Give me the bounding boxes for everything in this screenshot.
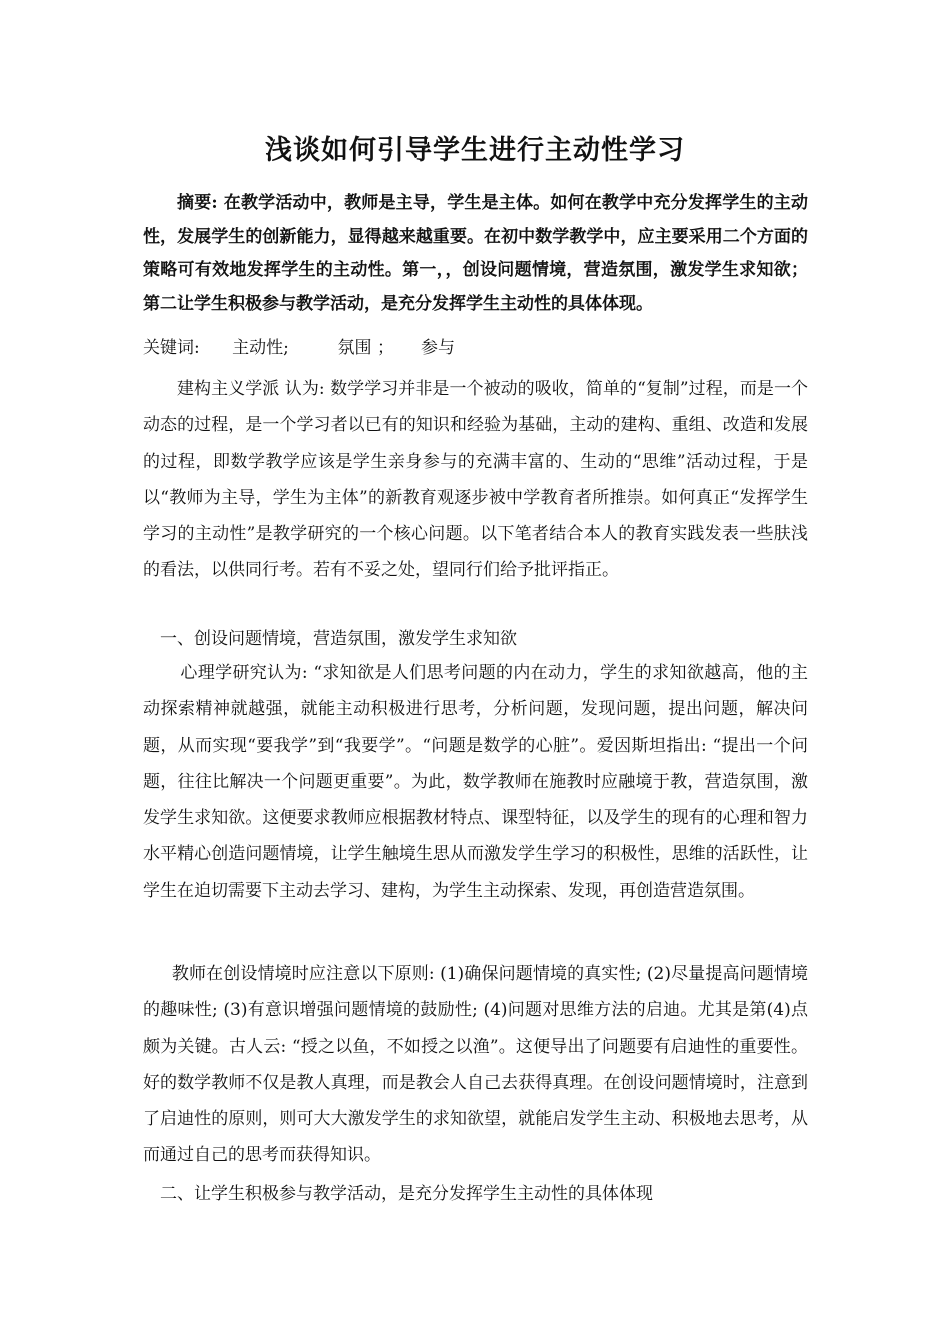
keywords-label: 关键词: (143, 338, 200, 358)
section-heading: 二、让学生积极参与教学活动，是充分发挥学生主动性的具体体现 (160, 1184, 653, 1204)
keyword-item: 主动性; (232, 338, 289, 358)
section-heading: 一、创设问题情境，营造氛围，激发学生求知欲 (160, 629, 517, 649)
body-paragraph: 建构主义学派 认为: 数学学习并非是一个被动的吸收，简单的“复制”过程，而是一个动态的过程，是一个学习者以已有的知识和经验为基础，主动的建构、重组、改造和发展的过程，即数学教学应该是学生亲身参与的充满丰富的、生动的“思维”活动过程，于是以“教师为主导，学生为主体”的新教育观逐步被中学教育者所推崇。如何真正“发挥学生学习的主动性”是教学研究的一个核心问题。以下笔者结合本人的教育实践发表一些肤浅的看法，以供同行考。若有不妥之处，望同行们给予批评指正。 (143, 379, 808, 581)
body-paragraph: 心理学研究认为: “求知欲是人们思考问题的内在动力，学生的求知欲越高，他的主动探索精神就越强，就能主动积极进行思考，分析问题，发现问题，提出问题，解决问题，从而实现“要我学”到“我要学”。“问题是数学的心脏”。爱因斯坦指出: “提出一个问题，往往比解决一个问题更重要”。为此，数学教师在施教时应融境于教，营造氛围，激发学生求知欲。这便要求教师应根据教材特点、课型特征，以及学生的现有的心理和智力水平精心创造问题情境，让学生触境生思从而激发学生学习的积极性，思维的活跃性，让学生在迫切需要下主动去学习、建构，为学生主动探索、发现，再创造营造氛围。 (143, 663, 808, 901)
keyword-item: 氛围 ； (337, 338, 394, 358)
body-paragraph: 教师在创设情境时应注意以下原则: (1)确保问题情境的真实性; (2)尽量提高问题情境的趣味性; (3)有意识增强问题情境的鼓励性; (4)问题对思维方法的启迪。尤其是第(4)点颇为关键。古人云: “授之以鱼，不如授之以渔”。这便导出了问题要有启迪性的重要性。好的数学教师不仅是教人真理，而是教会人自己去获得真理。在创设问题情境时，注意到了启迪性的原则，则可大大激发学生的求知欲望，就能启发学生主动、积极地去思考，从而通过自己的思考而获得知识。 (143, 964, 808, 1166)
keywords-line (143, 335, 808, 361)
keyword-item: 参与 (420, 338, 455, 358)
abstract: 摘要: 在教学活动中，教师是主导，学生是主体。如何在教学中充分发挥学生的主动性，发展学生的创新能力，显得越来越重要。在初中数学教学中，应主要采用二个方面的策略可有效地发挥学生的主动性。第一，，创设问题情境，营造氛围，激发学生求知欲；第二让学生积极参与教学活动，是充分发挥学生主动性的具体体现。 (143, 193, 808, 314)
page-title: 浅谈如何引导学生进行主动性学习 (265, 135, 685, 166)
